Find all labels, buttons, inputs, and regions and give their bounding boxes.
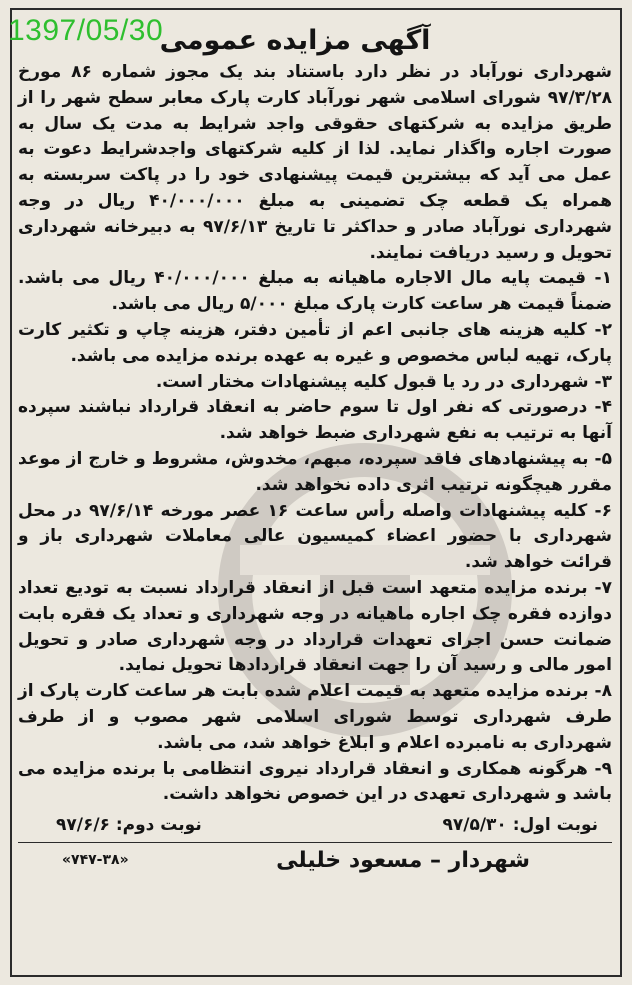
second-notice: نوبت دوم: ۹۷/۶/۶ xyxy=(56,815,202,836)
condition-item-2: ۲- کلیه هزینه های جانبی اعم از تأمین دفتر، هزینه چاپ و تکثیر کارت پارک، تهیه لباس مخصوص و غیره به عهده برنده مزایده می باشد. xyxy=(18,319,612,366)
notice-title: آگهی مزایده عمومی xyxy=(159,25,431,56)
notice-content xyxy=(18,18,612,877)
publication-notices xyxy=(18,812,612,838)
mayor-signature: شهردار – مسعود خلیلی xyxy=(276,847,530,873)
notice-footer xyxy=(18,843,612,877)
condition-item-7: ۷- برنده مزایده متعهد است قبل از انعقاد قرارداد نسبت به تودیع تعداد دوازده فقره چک اجاره ماهیانه در وجه شهرداری و تعداد یک فقره بابت ضمانت حسن اجرای تعهدات قرارداد در وجه شهرداری صادر و تحویل امور مالی و رسید آن را جهت انعقاد قراردادها تحویل نماید. xyxy=(18,577,612,676)
condition-item-1: ۱- قیمت پایه مال الاجاره ماهیانه به مبلغ ۴۰/۰۰۰/۰۰۰ ریال می باشد. ضمناً قیمت هر ساعت کارت پارک مبلغ ۵/۰۰۰ ریال می باشد. xyxy=(18,268,613,315)
condition-item-3: ۳- شهرداری در رد یا قبول کلیه پیشنهادات مختار است. xyxy=(155,371,612,392)
condition-item-5: ۵- به پیشنهادهای فاقد سپرده، مبهم، مخدوش، مشروط و خارج از موعد مقرر هیچگونه ترتیب اثری داده نخواهد شد. xyxy=(18,448,612,495)
condition-item-4: ۴- درصورتی که نفر اول تا سوم حاضر به انعقاد قرارداد نباشند سپرده آنها به ترتیب به نفع شهرداری ضبط خواهد شد. xyxy=(18,397,612,444)
condition-item-8: ۸- برنده مزایده متعهد به قیمت اعلام شده بابت هر ساعت کارت پارک از طرف شهرداری توسط شورای اسلامی شهر مصوب و از طرف شهرداری به نامبرده اعلام و ابلاغ خواهد شد، می باشد. xyxy=(18,681,612,753)
first-notice: نوبت اول: ۹۷/۵/۳۰ xyxy=(442,815,598,836)
reference-code: «۷۴۷-۳۸» xyxy=(62,852,129,869)
intro-paragraph: شهرداری نورآباد در نظر دارد باستناد بند یک مجوز شماره ۸۶ مورخ ۹۷/۳/۲۸ شورای اسلامی شهر نورآباد کارت پارک معابر سطح شهر را از طریق مزایده به شرکتهای حقوقی واجد شرایط به مدت یک سال به صورت اجاره واگذار نماید. لذا از کلیه شرکتهای واجدشرایط دعوت به عمل می آید که بیشترین قیمت پیشنهادی خود را در پاکت سربسته به همراه یک قطعه چک تضمینی به مبلغ ۴۰/۰۰۰/۰۰۰ ریال در وجه شهرداری نورآباد صادر و حداکثر تا تاریخ ۹۷/۶/۱۳ به دبیرخانه شهرداری تحویل و رسید دریافت نمایند. xyxy=(18,62,613,263)
date-stamp: 1397/05/30 xyxy=(8,14,164,47)
condition-item-9: ۹- هرگونه همکاری و انعقاد قرارداد نیروی انتظامی با برنده مزایده می باشد و شهرداری تعهدی در این خصوص نخواهد داشت. xyxy=(18,758,612,805)
conditions-list xyxy=(18,266,612,808)
condition-item-6: ۶- کلیه پیشنهادات واصله رأس ساعت ۱۶ عصر مورخه ۹۷/۶/۱۴ در محل شهرداری با حضور اعضاء کمیسیون عالی معاملات شهرداری باز و قرائت خواهد شد. xyxy=(18,500,612,573)
